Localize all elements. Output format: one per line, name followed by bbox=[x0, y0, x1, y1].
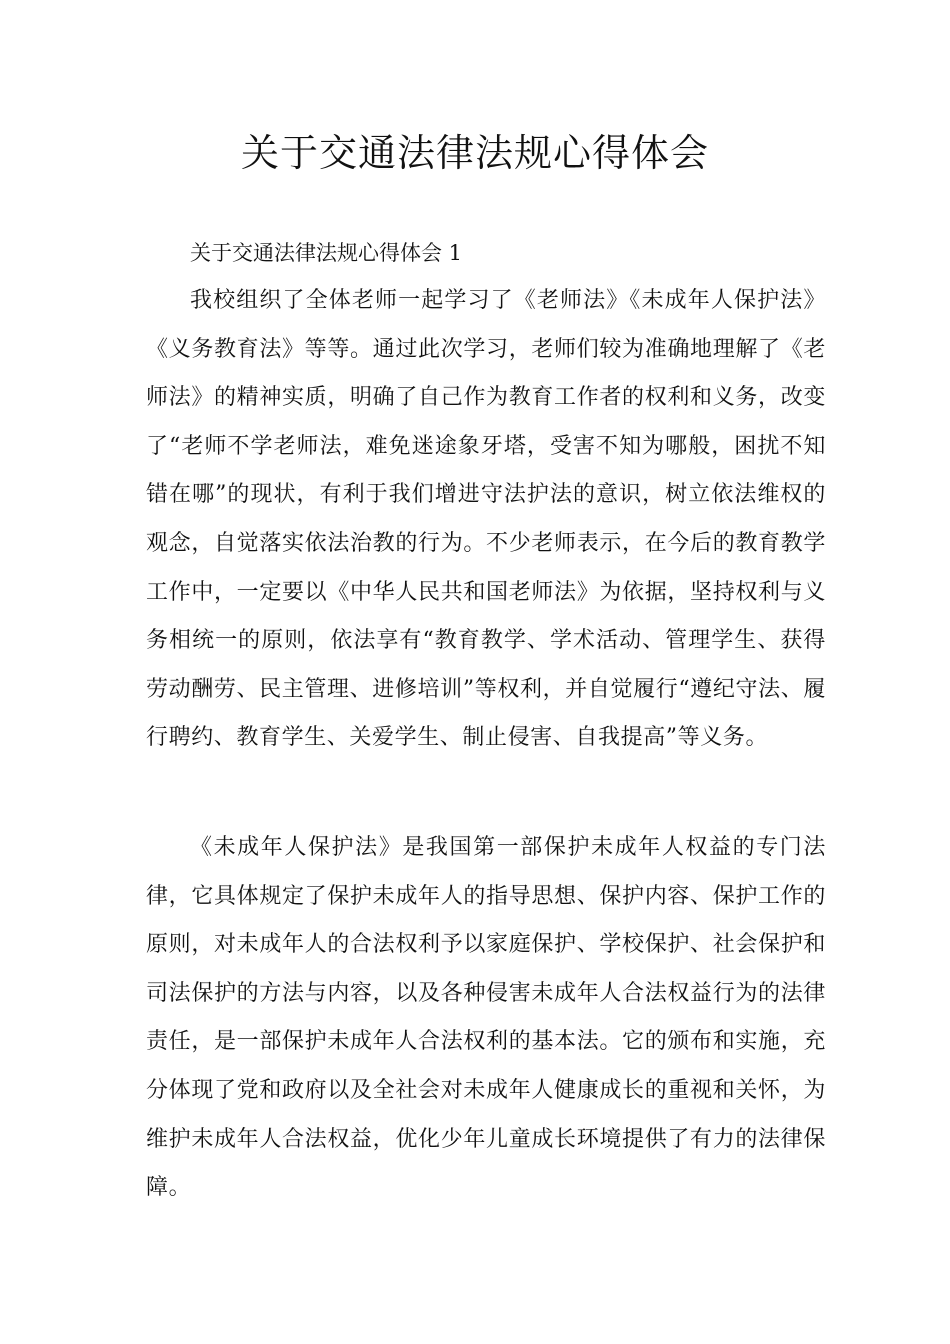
body-paragraph: 《未成年人保护法》是我国第一部保护未成年人权益的专门法律，它具体规定了保护未成年人的指导思想、保护内容、保护工作的原则，对未成年人的合法权利予以家庭保护、学校保护、社会保护和司法保护的方法与内容，以及各种侵害未成年人合法权益行为的法律责任，是一部保护未成年人合法权利的基本法。它的颁布和实施，充分体现了党和政府以及全社会对未成年人健康成长的重视和关怀，为维护未成年人合法权益，优化少年儿童成长环境提供了有力的法律保障。 bbox=[146, 835, 826, 1201]
section-heading: 关于交通法律法规心得体会 1 bbox=[190, 241, 463, 265]
body-paragraph: 我校组织了全体老师一起学习了《老师法》《未成年人保护法》《义务教育法》等等。通过此次学习，老师们较为准确地理解了《老师法》的精神实质，明确了自己作为教育工作者的权利和义务，改变了“老师不学老师法，难免迷途象牙塔，受害不知为哪般，困扰不知错在哪”的现状，有利于我们增进守法护法的意识，树立依法维权的观念，自觉落实依法治教的行为。不少老师表示，在今后的教育教学工作中，一定要以《中华人民共和国老师法》为依据，坚持权利与义务相统一的原则，依法享有“教育教学、学术活动、管理学生、获得劳动酬劳、民主管理、进修培训”等权利，并自觉履行“遵纪守法、履行聘约、教育学生、关爱学生、制止侵害、自我提高”等义务。 bbox=[146, 288, 826, 751]
document-title: 关于交通法律法规心得体会 bbox=[240, 131, 709, 175]
